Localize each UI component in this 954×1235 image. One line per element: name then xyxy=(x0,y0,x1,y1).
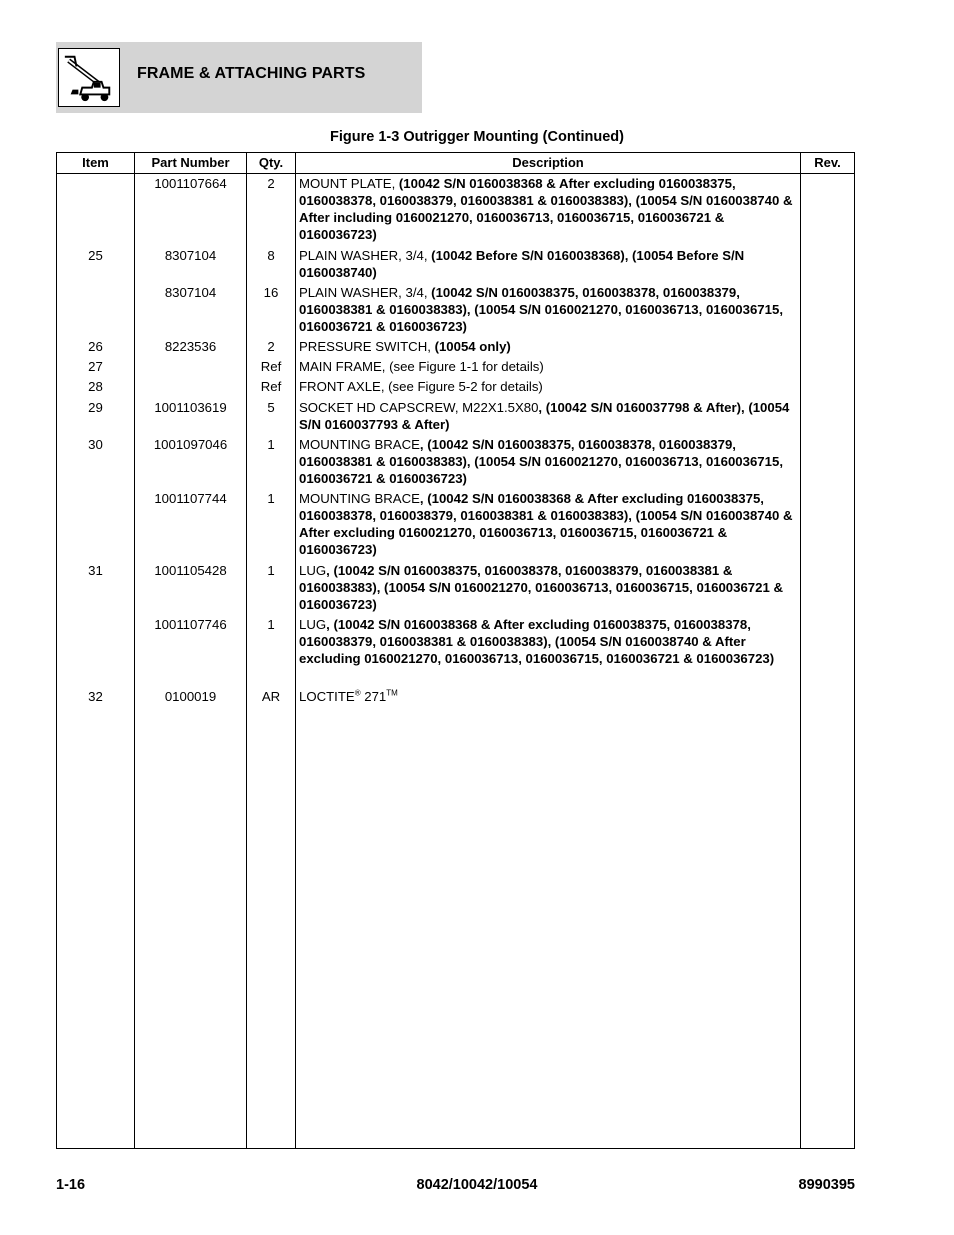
column-divider xyxy=(134,153,135,1148)
item-cell: 32 xyxy=(88,689,103,704)
part-number-cell: 8307104 xyxy=(164,285,217,300)
description-cell: PLAIN WASHER, 3/4, (10042 S/N 0160038375, 0160038378, 0160038379, 0160038381 & 0160038383), (10054 S/N 0160021270, 0160036713, 0160036715, 0160036721 & 0160036723) xyxy=(299,285,783,334)
description-cell: MOUNTING BRACE, (10042 S/N 0160038375, 0160038378, 0160038379, 0160038381 & 0160038383), (10054 S/N 0160021270, 0160036713, 0160036715, 0160036721 & 0160036723) xyxy=(299,437,783,486)
column-divider xyxy=(295,153,296,1148)
item-cell: 30 xyxy=(88,437,103,452)
item-cell: 28 xyxy=(88,379,103,394)
description-cell: MOUNTING BRACE, (10042 S/N 0160038368 & After excluding 0160038375, 0160038378, 0160038379, 0160038381 & 0160038383), (10054 S/N 0160038740 & After excluding 0160021270, 0160036713, 0160036715, 0160036721 & 0160036723) xyxy=(299,491,793,557)
qty-cell: 1 xyxy=(267,491,275,506)
telehandler-machine-icon xyxy=(58,48,120,107)
page-number: 1-16 xyxy=(56,1177,86,1193)
part-number-cell: 1001105428 xyxy=(154,563,227,578)
item-cell: 25 xyxy=(88,248,103,263)
qty-cell: 2 xyxy=(267,176,275,191)
part-number-cell: 1001107744 xyxy=(154,491,227,506)
description-cell: MAIN FRAME, (see Figure 1-1 for details) xyxy=(299,359,544,374)
description-cell: LOCTITE® 271™ xyxy=(299,688,398,704)
part-number-cell: 1001103619 xyxy=(154,400,227,415)
part-number-cell: 1001097046 xyxy=(153,437,228,452)
qty-cell: AR xyxy=(261,689,281,704)
qty-cell: Ref xyxy=(260,359,282,374)
qty-cell: 8 xyxy=(267,248,275,263)
part-number-cell: 1001107664 xyxy=(154,176,227,191)
qty-cell: 5 xyxy=(267,400,275,415)
part-number-cell: 8223536 xyxy=(164,339,217,354)
column-header-description: Description xyxy=(512,155,584,170)
qty-cell: 1 xyxy=(267,437,275,452)
column-divider xyxy=(246,153,247,1148)
column-header-part-number: Part Number xyxy=(151,155,230,170)
model-numbers: 8042/10042/10054 xyxy=(416,1177,538,1193)
part-number-cell: 1001107746 xyxy=(154,617,227,632)
item-cell: 26 xyxy=(88,339,103,354)
qty-cell: 1 xyxy=(267,617,275,632)
item-cell: 31 xyxy=(88,563,103,578)
document-number: 8990395 xyxy=(798,1177,855,1193)
header-divider xyxy=(57,173,854,174)
description-cell: PLAIN WASHER, 3/4, (10042 Before S/N 0160038368), (10054 Before S/N 0160038740) xyxy=(299,248,745,280)
description-cell: LUG, (10042 S/N 0160038375, 0160038378, 0160038379, 0160038381 & 0160038383), (10054 S/N 0160021270, 0160036713, 0160036715, 0160036721 & 0160036723) xyxy=(299,563,783,612)
column-header-qty: Qty. xyxy=(258,155,284,170)
item-cell: 27 xyxy=(88,359,103,374)
column-divider xyxy=(800,153,801,1148)
item-cell: 29 xyxy=(88,400,103,415)
qty-cell: 16 xyxy=(263,285,279,300)
qty-cell: Ref xyxy=(260,379,282,394)
part-number-cell: 0100019 xyxy=(164,689,217,704)
column-header-item: Item xyxy=(82,155,109,170)
section-title: FRAME & ATTACHING PARTS xyxy=(137,65,366,82)
figure-title: Figure 1-3 Outrigger Mounting (Continued) xyxy=(330,129,624,145)
part-number-cell: 8307104 xyxy=(164,248,217,263)
description-cell: MOUNT PLATE, (10042 S/N 0160038368 & After excluding 0160038375, 0160038378, 0160038379, 0160038381 & 0160038383), (10054 S/N 0160038740 & After including 0160021270, 0160036713, 0160036715, 0160036721 & 0160036723) xyxy=(299,176,793,242)
description-cell: SOCKET HD CAPSCREW, M22X1.5X80, (10042 S/N 0160037798 & After), (10054 S/N 0160037793 & After) xyxy=(299,400,790,432)
description-cell: LUG, (10042 S/N 0160038368 & After excluding 0160038375, 0160038378, 0160038379, 0160038381 & 0160038383), (10054 S/N 0160038740 & After excluding 0160021270, 0160036713, 0160036715, 0160036721 & 0160036723) xyxy=(299,617,775,666)
description-cell: FRONT AXLE, (see Figure 5-2 for details) xyxy=(299,379,543,394)
qty-cell: 1 xyxy=(267,563,275,578)
column-header-rev: Rev. xyxy=(814,155,841,170)
parts-table xyxy=(56,152,855,1149)
description-cell: PRESSURE SWITCH, (10054 only) xyxy=(299,339,511,354)
qty-cell: 2 xyxy=(267,339,275,354)
